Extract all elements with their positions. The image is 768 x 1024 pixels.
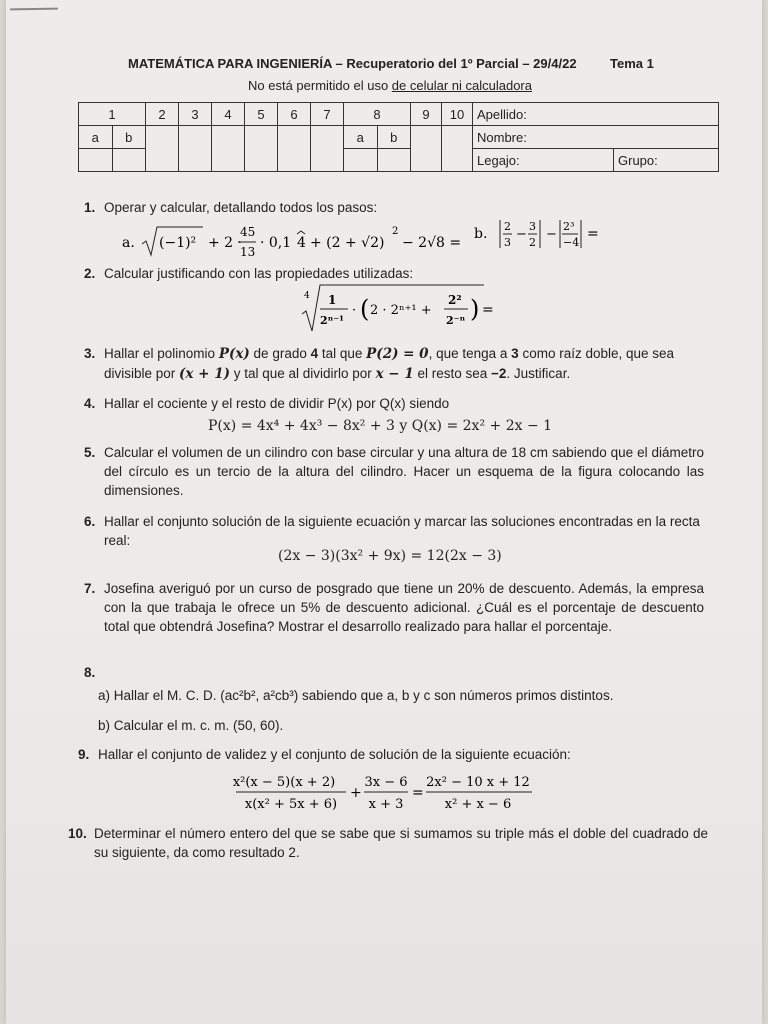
grade-cell-8b bbox=[377, 149, 411, 172]
q3-divisor: (x + 1) bbox=[179, 366, 230, 382]
question-number: 6. bbox=[84, 514, 96, 529]
question-text: Hallar el cociente y el resto de dividir P(x) por Q(x) siendo bbox=[104, 396, 450, 411]
q3-text-5: como raíz doble, que sea bbox=[518, 346, 675, 361]
grade-sub-1b: b bbox=[112, 126, 146, 149]
q3-text-7: y tal que al dividirlo por bbox=[229, 366, 376, 381]
restriction-text: No está permitido el uso bbox=[248, 78, 392, 93]
q2-expression bbox=[298, 282, 508, 334]
question-9 bbox=[78, 745, 718, 764]
question-text: Josefina averiguó por un curso de posgrado que tiene un 20% de descuento. Además, la empresa con la que trabaja le ofrece un 5% de descuento adicional. ¿Cuál es el porcentaje de descuento total que obtendrá Josefina? Mostrar el desarrollo realizado para hallar el porcentaje. bbox=[104, 581, 704, 634]
q3-text-8: el resto sea bbox=[413, 366, 492, 381]
frac1-num: 2 bbox=[504, 220, 511, 233]
restriction-underlined: de celular ni calculadora bbox=[391, 78, 532, 93]
question-number: 2. bbox=[84, 266, 96, 281]
exam-restriction bbox=[248, 78, 532, 93]
grupo-field[interactable]: Grupo: bbox=[614, 149, 719, 172]
grade-cell-7 bbox=[311, 126, 344, 172]
question-number: 3. bbox=[84, 346, 96, 361]
question-number: 7. bbox=[84, 581, 96, 596]
square-exponent: 2 bbox=[392, 226, 399, 237]
q2-frac1-den: 2ⁿ⁻¹ bbox=[320, 314, 344, 327]
grade-sub-8a: a bbox=[344, 126, 378, 149]
question-text: Determinar el número entero del que se sabe que si sumamos su triple más el doble del cuadrado de su siguiente, da como resultado 2. bbox=[94, 826, 708, 860]
question-8 bbox=[84, 663, 724, 682]
frac1-den: 3 bbox=[504, 236, 511, 249]
grade-table bbox=[78, 102, 719, 172]
q3-line-2 bbox=[104, 364, 724, 384]
grade-col-8: 8 bbox=[344, 103, 411, 126]
question-7 bbox=[84, 579, 704, 636]
question-6 bbox=[84, 512, 704, 550]
q9-frac3-den: x² + x − 6 bbox=[444, 797, 512, 812]
grade-sub-1a: a bbox=[79, 126, 113, 149]
q9-equals: = bbox=[412, 785, 424, 801]
q6-equation: (2x − 3)(3x² + 9x) = 12(2x − 3) bbox=[278, 548, 502, 564]
part-a-label: a. bbox=[122, 235, 135, 251]
question-text: Operar y calcular, detallando todos los pasos: bbox=[104, 200, 378, 215]
grade-sub-8b: b bbox=[377, 126, 411, 149]
question-8b: b) Calcular el m. c. m. (50, 60). bbox=[98, 718, 284, 733]
q4-polynomials: P(x) = 4x⁴ + 4x³ − 8x² + 3 y Q(x) = 2x² + 2x − 1 bbox=[208, 418, 553, 434]
plus-two: + 2 · bbox=[208, 235, 242, 251]
grade-cell-2 bbox=[146, 126, 179, 172]
frac3-den: −4 bbox=[563, 236, 580, 249]
q2-frac2-num: 2² bbox=[448, 293, 462, 307]
left-paren: ( bbox=[360, 295, 370, 323]
grade-cell-6 bbox=[278, 126, 311, 172]
q1b-expression bbox=[474, 214, 624, 254]
q1a-expression bbox=[122, 222, 462, 262]
exam-tema: Tema 1 bbox=[610, 56, 654, 71]
grade-col-10: 10 bbox=[442, 103, 473, 126]
question-10 bbox=[68, 824, 708, 862]
paren-term: + (2 + √2) bbox=[310, 235, 385, 251]
q9-plus: + bbox=[350, 785, 362, 801]
frac-numerator: 45 bbox=[240, 225, 256, 239]
equals-sign: = bbox=[587, 226, 599, 242]
frac3-num: 2³ bbox=[563, 220, 575, 233]
q3-text-9: . Justificar. bbox=[506, 366, 571, 381]
q3-text-3: tal que bbox=[318, 346, 367, 361]
question-1 bbox=[84, 198, 724, 217]
q3-poly: P(x) bbox=[218, 346, 250, 362]
q3-text-2: de grado bbox=[249, 346, 311, 361]
right-paren: ) bbox=[470, 295, 480, 323]
q2-inner: 2 · 2ⁿ⁺¹ + bbox=[370, 303, 432, 318]
q3-root: 3 bbox=[511, 346, 519, 361]
periodic-digit: 4 bbox=[297, 235, 306, 251]
grade-cell-3 bbox=[179, 126, 212, 172]
minus-sign-1: − bbox=[516, 227, 527, 242]
q9-frac1-num: x²(x − 5)(x + 2) bbox=[232, 775, 336, 790]
q2-frac1-num: 1 bbox=[328, 293, 337, 307]
q3-remainder: −2 bbox=[491, 366, 507, 381]
question-text: Calcular el volumen de un cilindro con base circular y una altura de 18 cm sabiendo que el diámetro del círculo es un tercio de la altura del cilindro. Hacer un esquema de la figura colocando las dimensiones. bbox=[104, 445, 704, 498]
question-number: 5. bbox=[84, 445, 96, 460]
question-2 bbox=[84, 264, 724, 283]
frac2-num: 3 bbox=[529, 220, 536, 233]
question-8a: a) Hallar el M. C. D. (ac²b², a²cb³) sabiendo que a, b y c son números primos distintos. bbox=[98, 688, 614, 703]
frac-denominator: 13 bbox=[240, 245, 256, 259]
frac2-den: 2 bbox=[529, 236, 536, 249]
question-4 bbox=[84, 394, 724, 413]
q9-frac1-den: x(x² + 5x + 6) bbox=[244, 797, 338, 812]
nombre-field[interactable]: Nombre: bbox=[473, 126, 719, 149]
question-number: 8. bbox=[84, 665, 96, 680]
q9-frac2-den: x + 3 bbox=[368, 797, 404, 812]
grade-cell-9 bbox=[411, 126, 442, 172]
q3-degree: 4 bbox=[310, 346, 319, 361]
grade-col-7: 7 bbox=[311, 103, 344, 126]
q3-cond: P(2) = 0 bbox=[366, 346, 429, 362]
q3-text-1: Hallar el polinomio bbox=[104, 346, 219, 361]
q2-frac2-den: 2⁻ⁿ bbox=[446, 314, 466, 327]
question-number: 4. bbox=[84, 396, 96, 411]
q9-equation bbox=[232, 768, 542, 814]
sqrt-argument: (−1)² bbox=[159, 235, 197, 251]
exam-title: MATEMÁTICA PARA INGENIERÍA – Recuperatorio del 1º Parcial – 29/4/22 bbox=[128, 56, 577, 71]
grade-col-4: 4 bbox=[212, 103, 245, 126]
grade-cell-4 bbox=[212, 126, 245, 172]
q3-text-6: divisible por bbox=[104, 366, 180, 381]
exam-sheet bbox=[6, 0, 762, 1024]
pencil-mark bbox=[10, 8, 58, 11]
question-3 bbox=[84, 344, 724, 384]
decimal-part: · 0,1 bbox=[260, 235, 292, 251]
minus-sign-2: − bbox=[546, 227, 557, 242]
grade-col-6: 6 bbox=[278, 103, 311, 126]
grade-col-2: 2 bbox=[146, 103, 179, 126]
part-b-label: b. bbox=[474, 226, 488, 242]
q2-equals: = bbox=[482, 302, 494, 318]
grade-cell-1b bbox=[112, 149, 146, 172]
grade-cell-5 bbox=[245, 126, 278, 172]
grade-col-3: 3 bbox=[179, 103, 212, 126]
grade-cell-10 bbox=[442, 126, 473, 172]
q3-text-4: , que tenga a bbox=[428, 346, 512, 361]
legajo-field[interactable]: Legajo: bbox=[473, 149, 614, 172]
grade-cell-1a bbox=[79, 149, 113, 172]
tail-term: − 2√8 = bbox=[402, 235, 462, 251]
grade-col-9: 9 bbox=[411, 103, 442, 126]
question-text: Hallar el conjunto de validez y el conjunto de solución de la siguiente ecuación: bbox=[98, 747, 571, 762]
q9-frac2-num: 3x − 6 bbox=[364, 775, 408, 790]
question-text: Hallar el conjunto solución de la siguiente ecuación y marcar las soluciones encontradas en la recta real: bbox=[104, 514, 700, 548]
question-text: Calcular justificando con las propiedades utilizadas: bbox=[104, 266, 414, 281]
grade-col-5: 5 bbox=[245, 103, 278, 126]
q2-dot: · bbox=[352, 303, 357, 318]
question-number: 9. bbox=[78, 747, 90, 762]
question-number: 10. bbox=[68, 826, 87, 841]
question-5 bbox=[84, 443, 704, 500]
grade-col-1: 1 bbox=[79, 103, 146, 126]
root-index: 4 bbox=[304, 291, 310, 301]
q3-divisor2: x − 1 bbox=[375, 366, 414, 382]
grade-cell-8a bbox=[344, 149, 378, 172]
apellido-field[interactable]: Apellido: bbox=[473, 103, 719, 126]
question-number: 1. bbox=[84, 200, 96, 215]
q9-frac3-num: 2x² − 10 x + 12 bbox=[426, 775, 530, 790]
